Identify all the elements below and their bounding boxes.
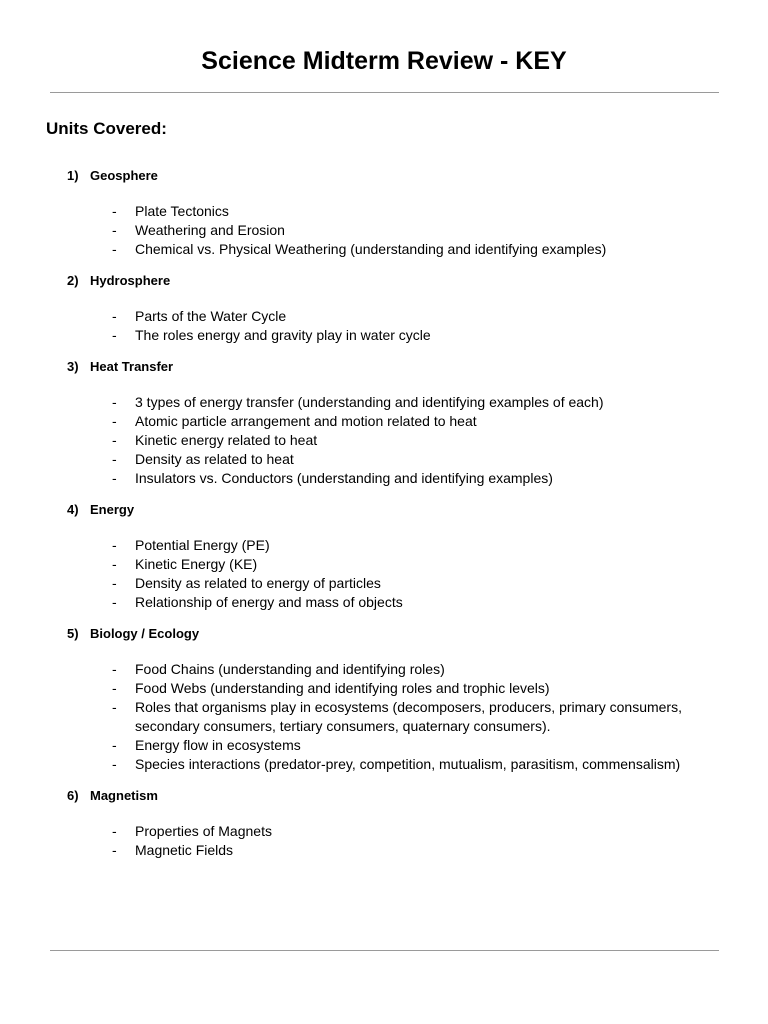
unit-title: Geosphere bbox=[90, 168, 158, 183]
unit-heading bbox=[0, 357, 768, 377]
list-item bbox=[0, 660, 768, 679]
unit-section bbox=[0, 786, 768, 860]
list-item bbox=[0, 202, 768, 221]
bullet-dash: - bbox=[112, 203, 117, 219]
bullet-dash: - bbox=[112, 842, 117, 858]
topic-list bbox=[0, 393, 768, 488]
list-item bbox=[0, 736, 768, 755]
units-list bbox=[0, 166, 768, 872]
list-item bbox=[0, 450, 768, 469]
unit-number: 2) bbox=[67, 273, 79, 288]
bullet-dash: - bbox=[112, 327, 117, 343]
unit-title: Energy bbox=[90, 502, 135, 517]
topic-text: Potential Energy (PE) bbox=[135, 537, 270, 553]
topic-text: Properties of Magnets bbox=[135, 823, 272, 839]
bullet-dash: - bbox=[112, 823, 117, 839]
list-item bbox=[0, 393, 768, 412]
unit-section bbox=[0, 271, 768, 345]
list-item bbox=[0, 326, 768, 345]
unit-title: Hydrosphere bbox=[90, 273, 171, 288]
topic-list bbox=[0, 660, 768, 774]
bullet-dash: - bbox=[112, 470, 117, 486]
bullet-dash: - bbox=[112, 394, 117, 410]
topic-text: The roles energy and gravity play in water cycle bbox=[135, 327, 431, 343]
topic-text: Density as related to energy of particles bbox=[135, 575, 381, 591]
topic-text: Density as related to heat bbox=[135, 451, 294, 467]
unit-section bbox=[0, 624, 768, 774]
topic-text: Kinetic energy related to heat bbox=[135, 432, 318, 448]
unit-title: Heat Transfer bbox=[90, 359, 174, 374]
unit-heading bbox=[0, 786, 768, 806]
bullet-dash: - bbox=[112, 413, 117, 429]
unit-number: 4) bbox=[67, 502, 79, 517]
list-item bbox=[0, 679, 768, 698]
unit-section bbox=[0, 500, 768, 612]
topic-text: Weathering and Erosion bbox=[135, 222, 285, 238]
bottom-divider bbox=[50, 950, 719, 951]
unit-section bbox=[0, 166, 768, 259]
unit-number: 6) bbox=[67, 788, 79, 803]
topic-text: Food Webs (understanding and identifying roles and trophic levels) bbox=[135, 680, 550, 696]
list-item bbox=[0, 841, 768, 860]
list-item bbox=[0, 536, 768, 555]
list-item bbox=[0, 240, 768, 259]
list-item bbox=[0, 221, 768, 240]
topic-list bbox=[0, 822, 768, 860]
bullet-dash: - bbox=[112, 661, 117, 677]
bullet-dash: - bbox=[112, 537, 117, 553]
bullet-dash: - bbox=[112, 556, 117, 572]
topic-text: Kinetic Energy (KE) bbox=[135, 556, 258, 572]
list-item bbox=[0, 307, 768, 326]
bullet-dash: - bbox=[112, 241, 117, 257]
unit-number: 5) bbox=[67, 626, 79, 641]
unit-section bbox=[0, 357, 768, 488]
unit-heading bbox=[0, 624, 768, 644]
topic-text: Relationship of energy and mass of objects bbox=[135, 594, 403, 610]
list-item bbox=[0, 555, 768, 574]
unit-number: 1) bbox=[67, 168, 79, 183]
bullet-dash: - bbox=[112, 594, 117, 610]
list-item bbox=[0, 574, 768, 593]
topic-list bbox=[0, 307, 768, 345]
top-divider bbox=[50, 92, 719, 93]
topic-list bbox=[0, 536, 768, 612]
unit-heading bbox=[0, 166, 768, 186]
topic-list bbox=[0, 202, 768, 259]
bullet-dash: - bbox=[112, 432, 117, 448]
unit-title: Magnetism bbox=[90, 788, 158, 803]
topic-text: Insulators vs. Conductors (understanding and identifying examples) bbox=[135, 470, 553, 486]
topic-text: Food Chains (understanding and identifying roles) bbox=[135, 661, 445, 677]
bullet-dash: - bbox=[112, 575, 117, 591]
topic-text: Species interactions (predator-prey, competition, mutualism, parasitism, commensalism) bbox=[135, 756, 681, 772]
list-item bbox=[0, 469, 768, 488]
topic-text: Energy flow in ecosystems bbox=[135, 737, 301, 753]
bullet-dash: - bbox=[112, 308, 117, 324]
topic-text: Roles that organisms play in ecosystems (decomposers, producers, primary consumers, secondary consumers, tertiary consumers, quaternary consumers). bbox=[135, 699, 682, 734]
unit-number: 3) bbox=[67, 359, 79, 374]
topic-text: Plate Tectonics bbox=[135, 203, 229, 219]
bullet-dash: - bbox=[112, 756, 117, 772]
list-item bbox=[0, 698, 768, 736]
topic-text: 3 types of energy transfer (understanding and identifying examples of each) bbox=[135, 394, 604, 410]
topic-text: Chemical vs. Physical Weathering (understanding and identifying examples) bbox=[135, 241, 607, 257]
bullet-dash: - bbox=[112, 680, 117, 696]
topic-text: Atomic particle arrangement and motion related to heat bbox=[135, 413, 477, 429]
bullet-dash: - bbox=[112, 222, 117, 238]
list-item bbox=[0, 755, 768, 774]
units-heading: Units Covered: bbox=[46, 119, 167, 138]
topic-text: Magnetic Fields bbox=[135, 842, 234, 858]
page-title: Science Midterm Review - KEY bbox=[201, 47, 567, 75]
unit-heading bbox=[0, 271, 768, 291]
list-item bbox=[0, 593, 768, 612]
topic-text: Parts of the Water Cycle bbox=[135, 308, 287, 324]
bullet-dash: - bbox=[112, 737, 117, 753]
bullet-dash: - bbox=[112, 451, 117, 467]
unit-heading bbox=[0, 500, 768, 520]
unit-title: Biology / Ecology bbox=[90, 626, 200, 641]
list-item bbox=[0, 822, 768, 841]
list-item bbox=[0, 431, 768, 450]
bullet-dash: - bbox=[112, 699, 117, 715]
list-item bbox=[0, 412, 768, 431]
